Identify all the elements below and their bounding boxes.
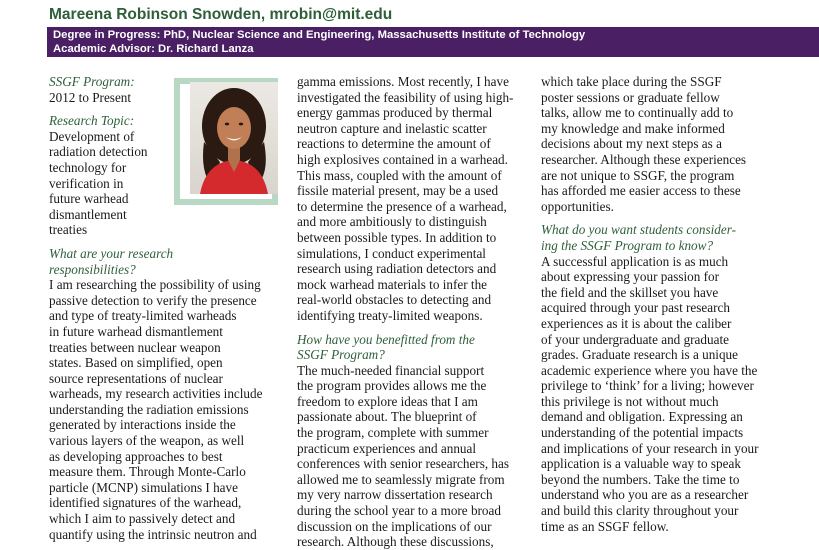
text-line: radiation detection bbox=[49, 144, 148, 160]
text-line: the program, complete with summer bbox=[297, 425, 489, 441]
text-line: real-world obstacles to detecting and bbox=[297, 292, 492, 308]
text-line: What are your research bbox=[49, 245, 174, 261]
column-2 bbox=[297, 74, 537, 550]
text-line: conferences with senior researchers, has bbox=[297, 456, 509, 472]
program-value: 2012 to Present bbox=[49, 89, 132, 105]
text-line: researcher. Although these experiences bbox=[541, 151, 747, 167]
text-line: of your undergraduate and graduate bbox=[541, 331, 729, 347]
text-line: Development of bbox=[49, 128, 135, 144]
text-line: generated by interactions inside the bbox=[49, 417, 236, 433]
fellow-name-email: Mareena Robinson Snowden, mrobin@mit.edu bbox=[49, 6, 393, 23]
text-line: and build this clarity throughout your bbox=[541, 503, 739, 519]
text-line: understand who you are as a researcher bbox=[541, 487, 749, 503]
text-line: reactions to determine the amount of bbox=[297, 136, 491, 152]
answer-students bbox=[541, 254, 811, 535]
text-line: How have you benefitted from the bbox=[297, 331, 475, 347]
text-line: poster sessions or graduate fellow bbox=[541, 89, 720, 105]
text-line: research using radiation detectors and bbox=[297, 261, 497, 277]
text-line: dismantlement bbox=[49, 206, 127, 222]
text-line: the field and the skillset you have bbox=[541, 284, 719, 300]
text-line: experiences as it is about the caliber bbox=[541, 315, 732, 331]
text-line: in future warhead dismantlement bbox=[49, 323, 223, 339]
text-line: energy gammas produced by thermal bbox=[297, 105, 493, 121]
text-line: during the school year to a more broad bbox=[297, 503, 501, 519]
text-line: identified signatures of the warhead, bbox=[49, 495, 242, 511]
text-line: responsibilities? bbox=[49, 261, 136, 277]
text-line: talks, allow me to continually add to bbox=[541, 105, 734, 121]
answer-research-continued bbox=[297, 74, 537, 324]
text-line: various layers of the weapon, as well bbox=[49, 433, 245, 449]
text-line: technology for bbox=[49, 159, 127, 175]
text-line: understanding of the potential impacts bbox=[541, 425, 744, 441]
text-line: allowed me to seamlessly migrate from bbox=[297, 471, 505, 487]
text-line: I am researching the possibility of using bbox=[49, 277, 261, 293]
text-line: states. Based on simplified, open bbox=[49, 355, 223, 371]
text-line: simulations, I conduct experimental bbox=[297, 245, 486, 261]
column-3 bbox=[541, 74, 811, 534]
text-line: practicum experiences and annual bbox=[297, 440, 477, 456]
text-line: and more ambitiously to distinguish bbox=[297, 214, 487, 230]
question-students bbox=[541, 222, 811, 253]
text-line: understanding the radiation emissions bbox=[49, 401, 249, 417]
text-line: particle (MCNP) simulations I have bbox=[49, 479, 238, 495]
text-line: discussion on the implications of our bbox=[297, 518, 492, 534]
text-line: gamma emissions. Most recently, I have bbox=[297, 74, 509, 89]
text-line: A successful application is as much bbox=[541, 253, 729, 269]
text-line: about expressing your passion for bbox=[541, 269, 719, 285]
text-line: neutron capture and inelastic scatter bbox=[297, 120, 487, 136]
text-line: source representations of nuclear bbox=[49, 370, 223, 386]
program-label: SSGF Program: bbox=[49, 74, 135, 89]
text-line: this privilege is not without much bbox=[541, 393, 719, 409]
text-line: academic experience where you have the bbox=[541, 362, 758, 378]
text-line: measure them. Through Monte-Carlo bbox=[49, 464, 246, 480]
text-line: treaties between nuclear weapon bbox=[49, 339, 221, 355]
text-line: time as an SSGF fellow. bbox=[541, 518, 669, 534]
answer-research-responsibilities bbox=[49, 277, 289, 542]
answer-benefitted bbox=[297, 363, 537, 550]
text-line: privilege to ‘think’ for a living; however bbox=[541, 378, 754, 394]
text-line: acquired through your past research bbox=[541, 300, 730, 316]
question-research-responsibilities bbox=[49, 246, 289, 277]
text-line: beyond the numbers. Take the time to bbox=[541, 471, 740, 487]
text-line: and type of treaty-limited warheads bbox=[49, 308, 237, 324]
text-line: grades. Graduate research is a unique bbox=[541, 347, 738, 363]
text-line: passionate about. The blueprint of bbox=[297, 409, 477, 425]
text-line: as developing approaches to best bbox=[49, 448, 223, 464]
text-line: to determine the presence of a warhead, bbox=[297, 198, 507, 214]
text-line: research. Although these discussions, bbox=[297, 534, 494, 550]
text-line: my very narrow dissertation research bbox=[297, 487, 493, 503]
text-line: ing the SSGF Program to know? bbox=[541, 237, 714, 253]
advisor-line: Academic Advisor: Dr. Richard Lanza bbox=[53, 43, 254, 55]
text-line: freedom to explore ideas that I am bbox=[297, 393, 478, 409]
text-line: future warhead bbox=[49, 191, 129, 207]
text-line: investigated the feasibility of using high- bbox=[297, 89, 514, 105]
text-line: passive detection to verify the presence bbox=[49, 292, 257, 308]
degree-banner bbox=[47, 27, 819, 57]
answer-benefitted-continued bbox=[541, 74, 811, 214]
text-line: which I aim to passively detect and bbox=[49, 511, 236, 527]
topic-label: Research Topic: bbox=[49, 113, 135, 129]
text-line: opportunities. bbox=[541, 198, 614, 214]
text-line: has afforded me easier access to these bbox=[541, 183, 741, 199]
text-line: my knowledge and make informed bbox=[541, 120, 725, 136]
text-line: quantify using the intrinsic neutron and bbox=[49, 526, 257, 542]
text-line: which take place during the SSGF bbox=[541, 74, 722, 89]
text-line: This mass, coupled with the amount of bbox=[297, 167, 502, 183]
text-line: What do you want students consider- bbox=[541, 222, 736, 238]
text-line: verification in bbox=[49, 175, 124, 191]
text-line: demand and obligation. Expressing an bbox=[541, 409, 743, 425]
text-line: between possible types. In addition to bbox=[297, 229, 497, 245]
text-line: The much-needed financial support bbox=[297, 362, 485, 378]
portrait-photo bbox=[190, 82, 278, 194]
text-line: fissile material present, may be a used bbox=[297, 183, 499, 199]
text-line: SSGF Program? bbox=[297, 347, 385, 363]
question-benefitted bbox=[297, 332, 537, 363]
text-line: high explosives contained in a warhead. bbox=[297, 151, 508, 167]
text-line: mock warhead materials to infer the bbox=[297, 276, 488, 292]
text-line: treaties bbox=[49, 222, 88, 238]
text-line: the program provides allows me the bbox=[297, 378, 487, 394]
text-line: application is a valuable way to speak bbox=[541, 456, 741, 472]
text-line: are not unique to SSGF, the program bbox=[541, 167, 735, 183]
text-line: warheads, my research activities include bbox=[49, 386, 263, 402]
text-line: identifying treaty-limited weapons. bbox=[297, 307, 483, 323]
degree-line: Degree in Progress: PhD, Nuclear Science and Engineering, Massachusetts Institute of Technology bbox=[53, 29, 586, 41]
text-line: and implications of your research in your bbox=[541, 440, 759, 456]
text-line: decisions about my next steps as a bbox=[541, 136, 722, 152]
